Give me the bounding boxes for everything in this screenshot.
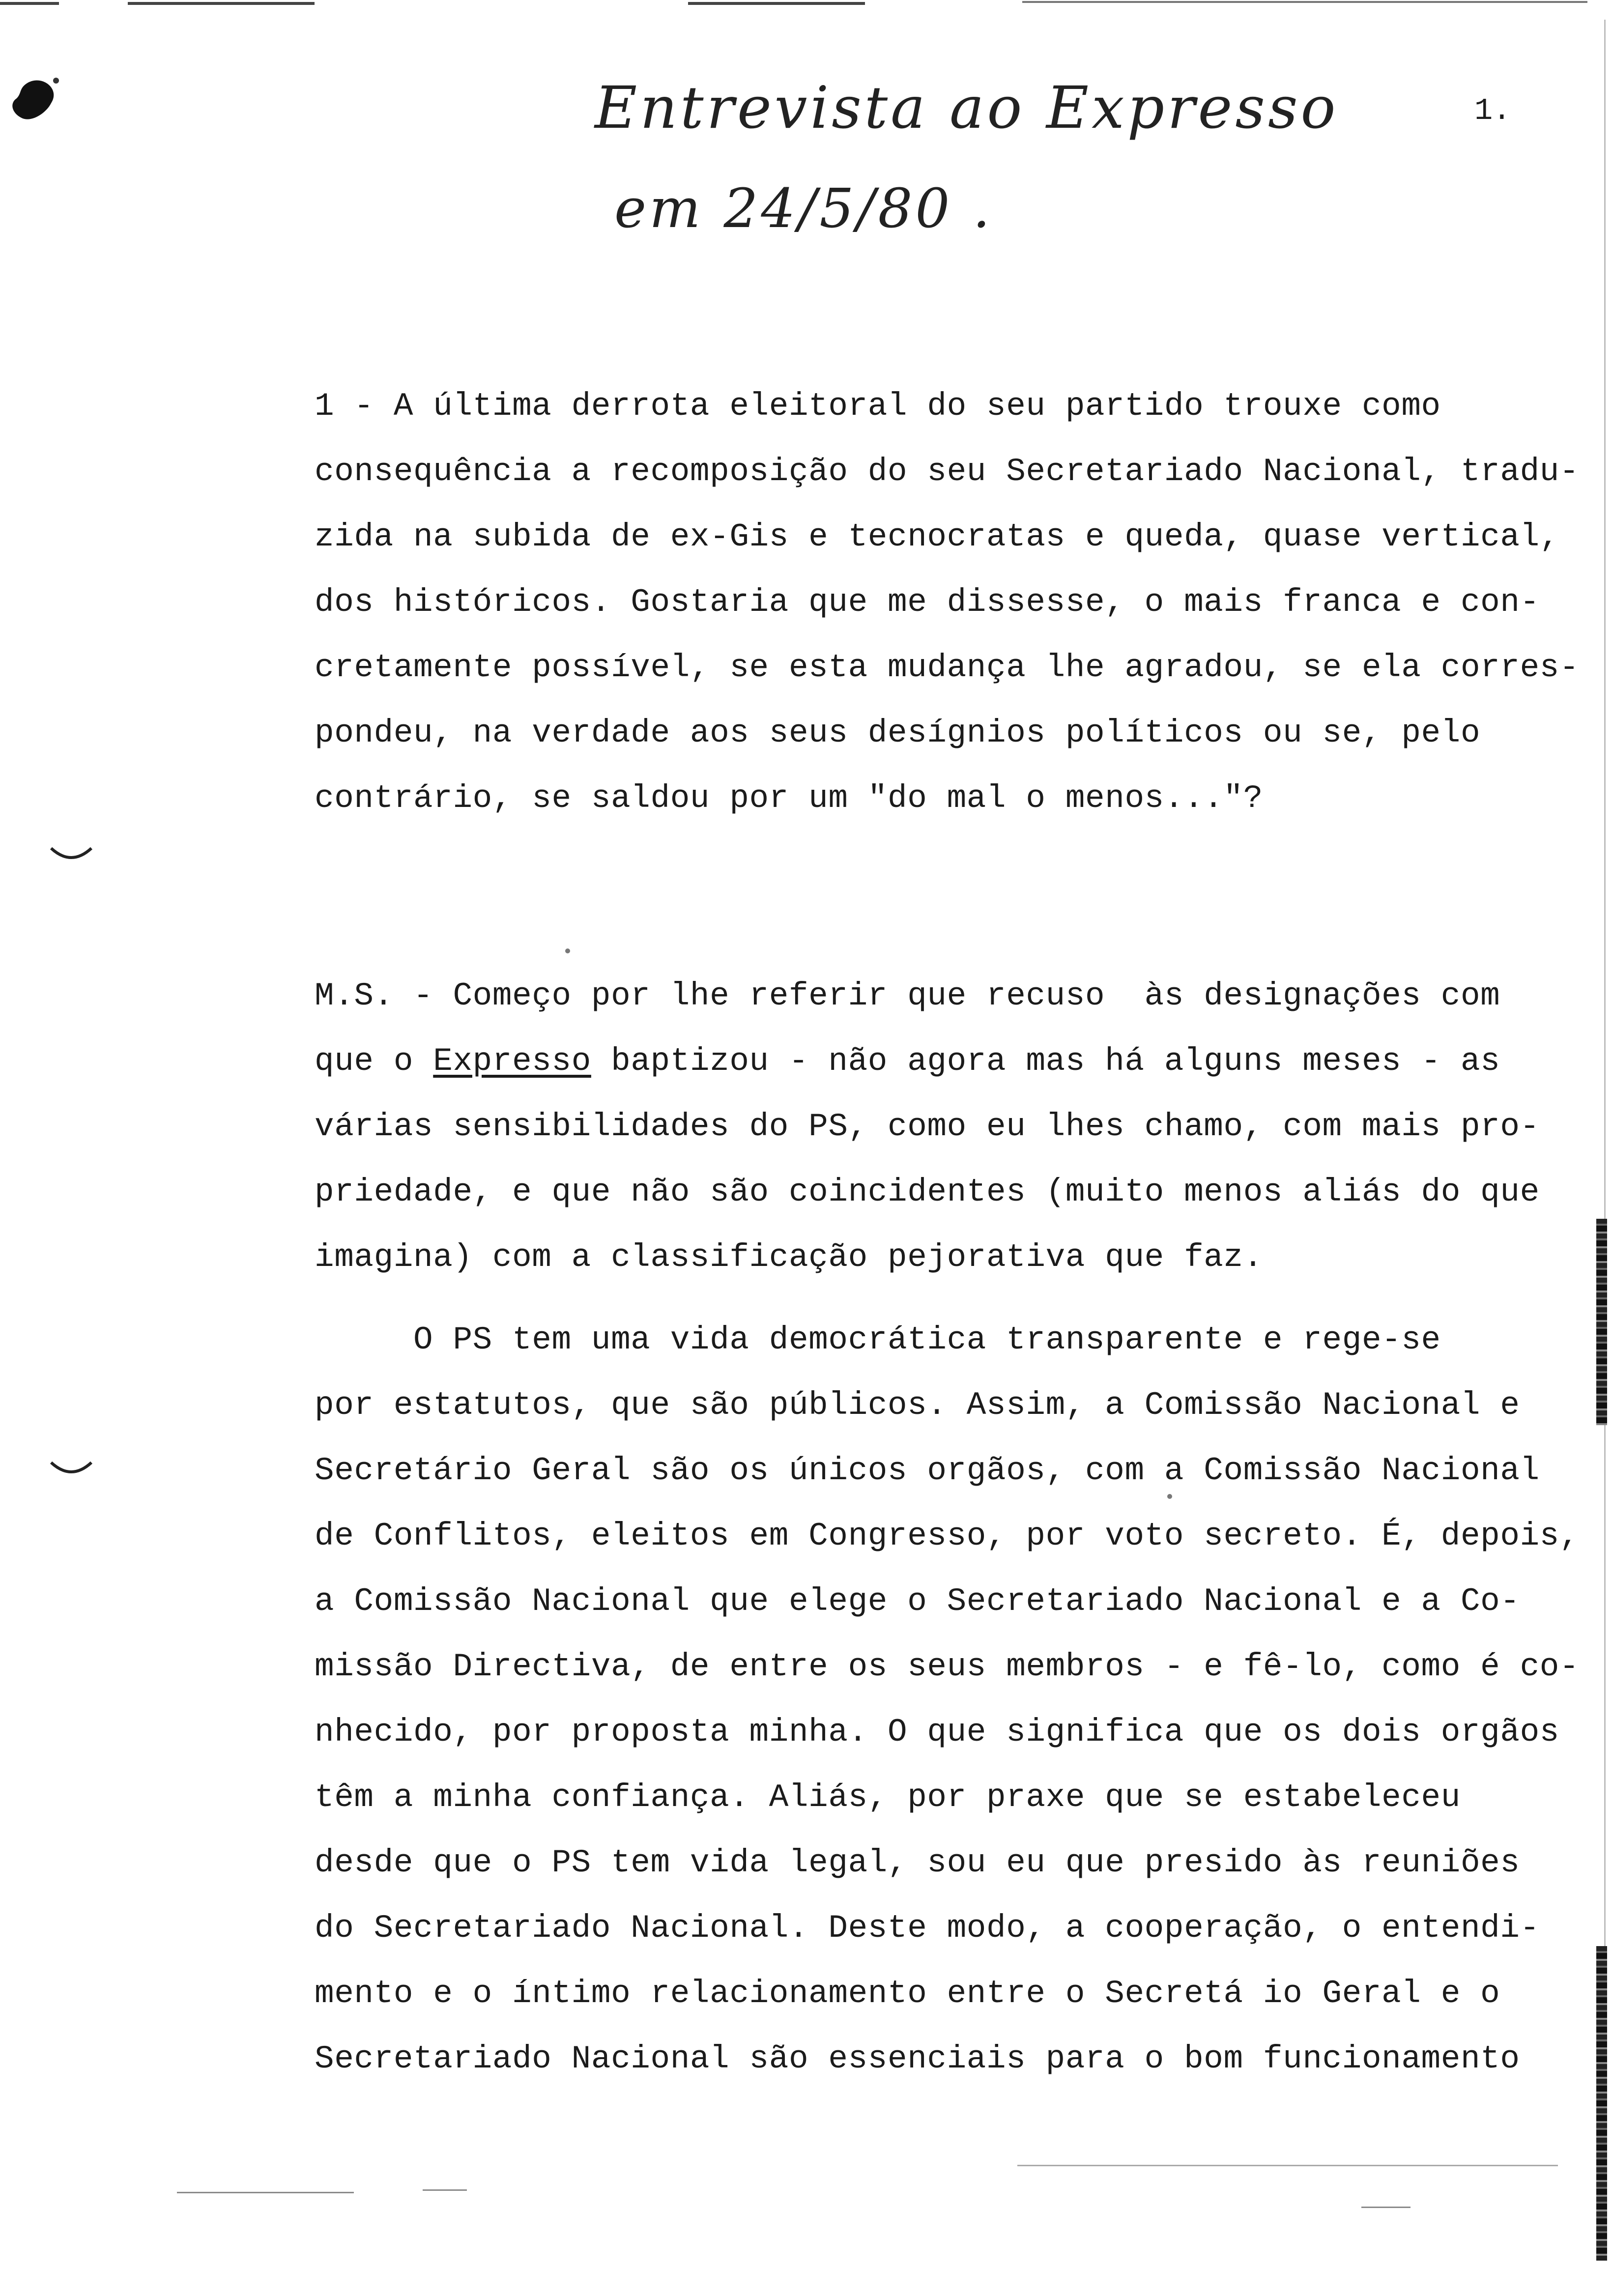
text-line: missão Directiva, de entre os seus membros - e fê-lo, como é co- xyxy=(315,1648,1580,1685)
text-line: 1 - A última derrota eleitoral do seu partido trouxe como xyxy=(315,388,1441,425)
newspaper-name-underlined: Expresso xyxy=(433,1043,591,1080)
handwritten-date: em 24/5/80 . xyxy=(614,177,993,240)
text-segment: baptizou - não agora mas há alguns meses - as xyxy=(591,1043,1500,1080)
question-paragraph xyxy=(315,373,1592,831)
text-line: contrário, se saldou por um "do mal o menos..."? xyxy=(315,780,1263,817)
punch-mark-upper xyxy=(49,845,93,863)
scan-speck xyxy=(565,948,570,953)
text-line: O PS tem uma vida democrática transparente e rege-se xyxy=(315,1321,1441,1358)
answer-paragraph-1 xyxy=(315,963,1592,1290)
text-line: Secretário Geral são os únicos orgãos, com a Comissão Nacional xyxy=(315,1452,1540,1489)
handwritten-title: Entrevista ao Expresso xyxy=(595,74,1339,142)
text-line xyxy=(315,1029,1592,1094)
text-line: do Secretariado Nacional. Deste modo, a cooperação, o entendi- xyxy=(315,1910,1540,1947)
text-line: desde que o PS tem vida legal, sou eu que presido às reuniões xyxy=(315,1844,1520,1881)
ink-blot-mark xyxy=(7,74,66,128)
scan-top-edge xyxy=(0,0,1612,9)
text-line: pondeu, na verdade aos seus desígnios políticos ou se, pelo xyxy=(315,715,1481,751)
text-line: mento e o íntimo relacionamento entre o Secretá io Geral e o xyxy=(315,1975,1500,2012)
scan-dash xyxy=(177,2192,354,2193)
scan-dash xyxy=(1361,2207,1410,2208)
page-number: 1. xyxy=(1474,93,1511,128)
text-line: zida na subida de ex-Gis e tecnocratas e queda, quase vertical, xyxy=(315,518,1560,555)
text-line: imagina) com a classificação pejorativa que faz. xyxy=(315,1239,1263,1276)
text-line: dos históricos. Gostaria que me dissesse, o mais franca e con- xyxy=(315,584,1540,621)
text-line: várias sensibilidades do PS, como eu lhes chamo, com mais pro- xyxy=(315,1108,1540,1145)
text-line: M.S. - Começo por lhe referir que recuso às designações com xyxy=(315,977,1500,1014)
text-line: por estatutos, que são públicos. Assim, a Comissão Nacional e xyxy=(315,1387,1520,1424)
text-segment: que o xyxy=(315,1043,433,1080)
text-line: têm a minha confiança. Aliás, por praxe que se estabeleceu xyxy=(315,1779,1461,1816)
text-line: consequência a recomposição do seu Secretariado Nacional, tradu- xyxy=(315,453,1580,490)
answer-paragraph-2 xyxy=(315,1307,1592,2092)
text-line: cretamente possível, se esta mudança lhe agradou, se ela corres- xyxy=(315,649,1580,686)
text-line: nhecido, por proposta minha. O que significa que os dois orgãos xyxy=(315,1714,1560,1751)
text-line: de Conflitos, eleitos em Congresso, por voto secreto. É, depois, xyxy=(315,1518,1580,1554)
text-line: priedade, e que não são coincidentes (muito menos aliás do que xyxy=(315,1174,1540,1210)
scan-dash xyxy=(1017,2165,1558,2166)
scan-speck xyxy=(1167,1494,1172,1499)
scan-dash xyxy=(423,2189,467,2191)
punch-mark-lower xyxy=(49,1460,93,1477)
text-line: Secretariado Nacional são essenciais para o bom funcionamento xyxy=(315,2040,1520,2077)
text-line: a Comissão Nacional que elege o Secretariado Nacional e a Co- xyxy=(315,1583,1520,1620)
